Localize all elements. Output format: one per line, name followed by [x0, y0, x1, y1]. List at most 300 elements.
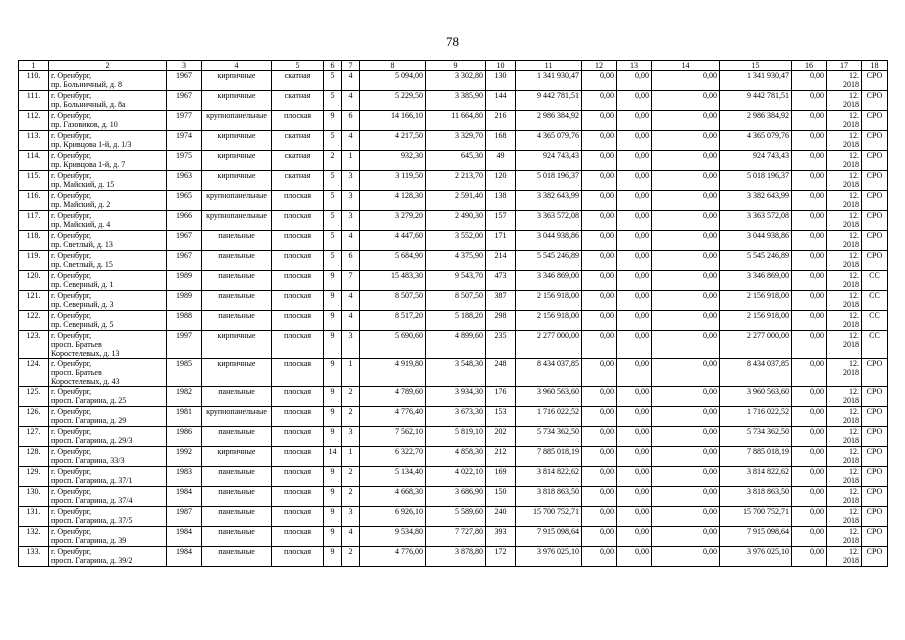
entrances-cell: 2 [342, 487, 360, 507]
living-area-cell: 8 507,50 [426, 291, 486, 311]
address-cell [49, 527, 167, 547]
row-number-cell: 131. [19, 507, 49, 527]
address-line: г. Оренбург, [51, 111, 92, 120]
build-year-cell: 1992 [167, 447, 202, 467]
address-line: просп. Гагарина, д. 37/1 [51, 476, 133, 485]
cost-col-16-cell: 0,00 [792, 171, 827, 191]
column-number-row [19, 61, 888, 71]
repair-term-line: 2018 [843, 200, 859, 209]
cost-col-12-cell: 0,00 [582, 527, 617, 547]
repair-term-cell [827, 271, 862, 291]
cost-col-13-cell: 0,00 [617, 71, 652, 91]
cost-col-13-cell: 0,00 [617, 387, 652, 407]
residents-cell: 298 [486, 311, 516, 331]
living-area-cell: 11 664,80 [426, 111, 486, 131]
build-year-cell: 1967 [167, 251, 202, 271]
address-cell [49, 151, 167, 171]
address-line: пр. Майский, д. 4 [51, 220, 111, 229]
row-number-cell: 122. [19, 311, 49, 331]
cost-col-15-cell: 3 346 869,00 [720, 271, 792, 291]
table-row [19, 407, 888, 427]
repair-term-line: 12. [849, 211, 859, 220]
entrances-cell: 2 [342, 547, 360, 567]
table-row [19, 271, 888, 291]
floors-cell: 9 [324, 311, 342, 331]
address-line: пр. Майский, д. 15 [51, 180, 115, 189]
address-line: пр. Газовиков, д. 10 [51, 120, 118, 129]
table-row [19, 111, 888, 131]
repair-term-cell [827, 91, 862, 111]
address-line: пр. Светлый, д. 15 [51, 260, 113, 269]
row-number-cell: 118. [19, 231, 49, 251]
wall-material-cell: кирпичные [202, 151, 272, 171]
cost-col-15-cell: 8 434 037,85 [720, 359, 792, 387]
address-line: г. Оренбург, [51, 151, 92, 160]
column-number-4: 4 [202, 61, 272, 71]
entrances-cell: 6 [342, 111, 360, 131]
floors-cell: 5 [324, 71, 342, 91]
floors-cell: 9 [324, 111, 342, 131]
cost-col-12-cell: 0,00 [582, 547, 617, 567]
repair-term-line: 2018 [843, 180, 859, 189]
living-area-cell: 2 490,30 [426, 211, 486, 231]
fund-type-cell: СРО [862, 191, 888, 211]
column-number-1: 1 [19, 61, 49, 71]
cost-col-14-cell: 0,00 [652, 71, 720, 91]
residents-cell: 172 [486, 547, 516, 567]
residents-cell: 212 [486, 447, 516, 467]
table-row [19, 171, 888, 191]
address-cell [49, 211, 167, 231]
residents-cell: 393 [486, 527, 516, 547]
entrances-cell: 2 [342, 407, 360, 427]
entrances-cell: 3 [342, 191, 360, 211]
cost-col-12-cell: 0,00 [582, 467, 617, 487]
residents-cell: 130 [486, 71, 516, 91]
repair-cost-cell: 3 814 822,62 [516, 467, 582, 487]
column-number-16: 16 [792, 61, 827, 71]
column-number-15: 15 [720, 61, 792, 71]
cost-col-13-cell: 0,00 [617, 507, 652, 527]
column-number-3: 3 [167, 61, 202, 71]
address-line: г. Оренбург, [51, 91, 92, 100]
fund-type-cell: СРО [862, 467, 888, 487]
repair-term-line: 2018 [843, 436, 859, 445]
row-number-cell: 114. [19, 151, 49, 171]
address-line: г. Оренбург, [51, 191, 92, 200]
cost-col-13-cell: 0,00 [617, 359, 652, 387]
roof-type-cell: плоская [272, 487, 324, 507]
floors-cell: 5 [324, 251, 342, 271]
fund-type-cell: СРО [862, 211, 888, 231]
address-cell [49, 547, 167, 567]
cost-col-15-cell: 924 743,43 [720, 151, 792, 171]
repair-term-line: 12. [849, 359, 859, 368]
cost-col-16-cell: 0,00 [792, 311, 827, 331]
wall-material-cell: крупнопанельные [202, 211, 272, 231]
cost-col-15-cell: 4 365 079,76 [720, 131, 792, 151]
row-number-cell: 121. [19, 291, 49, 311]
repair-term-cell [827, 291, 862, 311]
repair-term-line: 12. [849, 387, 859, 396]
repair-term-line: 2018 [843, 100, 859, 109]
address-cell [49, 251, 167, 271]
cost-col-14-cell: 0,00 [652, 387, 720, 407]
repair-term-cell [827, 487, 862, 507]
cost-col-16-cell: 0,00 [792, 71, 827, 91]
wall-material-cell: панельные [202, 387, 272, 407]
repair-term-line: 12. [849, 191, 859, 200]
cost-col-14-cell: 0,00 [652, 131, 720, 151]
cost-col-12-cell: 0,00 [582, 131, 617, 151]
build-year-cell: 1982 [167, 387, 202, 407]
table-row [19, 487, 888, 507]
total-area-cell: 3 279,20 [360, 211, 426, 231]
repair-term-cell [827, 331, 862, 359]
floors-cell: 9 [324, 271, 342, 291]
table-row [19, 527, 888, 547]
cost-col-15-cell: 3 976 025,10 [720, 547, 792, 567]
cost-col-15-cell: 3 814 822,62 [720, 467, 792, 487]
repair-term-cell [827, 507, 862, 527]
roof-type-cell: плоская [272, 447, 324, 467]
cost-col-12-cell: 0,00 [582, 507, 617, 527]
living-area-cell: 5 188,20 [426, 311, 486, 331]
table-row [19, 547, 888, 567]
address-cell [49, 271, 167, 291]
column-number-14: 14 [652, 61, 720, 71]
address-line: просп. Гагарина, д. 37/5 [51, 516, 133, 525]
cost-col-12-cell: 0,00 [582, 407, 617, 427]
build-year-cell: 1975 [167, 151, 202, 171]
residents-cell: 202 [486, 427, 516, 447]
build-year-cell: 1965 [167, 191, 202, 211]
floors-cell: 9 [324, 547, 342, 567]
cost-col-14-cell: 0,00 [652, 211, 720, 231]
cost-col-15-cell: 1 716 022,52 [720, 407, 792, 427]
fund-type-cell: СРО [862, 131, 888, 151]
cost-col-16-cell: 0,00 [792, 467, 827, 487]
address-cell [49, 387, 167, 407]
repair-cost-cell: 924 743,43 [516, 151, 582, 171]
wall-material-cell: панельные [202, 487, 272, 507]
repair-term-cell [827, 111, 862, 131]
cost-col-12-cell: 0,00 [582, 211, 617, 231]
address-cell [49, 111, 167, 131]
fund-type-cell: СРО [862, 447, 888, 467]
cost-col-13-cell: 0,00 [617, 191, 652, 211]
cost-col-12-cell: 0,00 [582, 427, 617, 447]
repair-term-line: 2018 [843, 556, 859, 565]
fund-type-cell: СРО [862, 151, 888, 171]
column-number-2: 2 [49, 61, 167, 71]
total-area-cell: 5 229,50 [360, 91, 426, 111]
cost-col-12-cell: 0,00 [582, 171, 617, 191]
build-year-cell: 1967 [167, 231, 202, 251]
repair-term-cell [827, 311, 862, 331]
total-area-cell: 6 926,10 [360, 507, 426, 527]
cost-col-14-cell: 0,00 [652, 231, 720, 251]
fund-type-cell: СРО [862, 71, 888, 91]
entrances-cell: 3 [342, 507, 360, 527]
total-area-cell: 932,30 [360, 151, 426, 171]
roof-type-cell: скатная [272, 151, 324, 171]
repair-term-line: 2018 [843, 140, 859, 149]
entrances-cell: 4 [342, 131, 360, 151]
cost-col-16-cell: 0,00 [792, 387, 827, 407]
build-year-cell: 1974 [167, 131, 202, 151]
address-line: г. Оренбург, [51, 71, 92, 80]
repair-term-cell [827, 191, 862, 211]
fund-type-cell: СРО [862, 507, 888, 527]
floors-cell: 5 [324, 211, 342, 231]
address-line: г. Оренбург, [51, 131, 92, 140]
cost-col-12-cell: 0,00 [582, 151, 617, 171]
total-area-cell: 4 776,40 [360, 407, 426, 427]
entrances-cell: 1 [342, 447, 360, 467]
fund-type-cell: СРО [862, 359, 888, 387]
cost-col-12-cell: 0,00 [582, 251, 617, 271]
address-line: просп. Братьев [51, 368, 102, 377]
entrances-cell: 3 [342, 171, 360, 191]
address-line: г. Оренбург, [51, 211, 92, 220]
repair-cost-cell: 7 885 018,19 [516, 447, 582, 467]
roof-type-cell: плоская [272, 507, 324, 527]
repair-term-line: 2018 [843, 240, 859, 249]
repair-term-line: 12. [849, 311, 859, 320]
cost-col-14-cell: 0,00 [652, 171, 720, 191]
repair-term-line: 2018 [843, 476, 859, 485]
cost-col-14-cell: 0,00 [652, 547, 720, 567]
cost-col-12-cell: 0,00 [582, 111, 617, 131]
repair-term-cell [827, 251, 862, 271]
address-cell [49, 487, 167, 507]
wall-material-cell: кирпичные [202, 91, 272, 111]
wall-material-cell: крупнопанельные [202, 111, 272, 131]
repair-term-line: 12. [849, 467, 859, 476]
address-line: пр. Северный, д. 3 [51, 300, 114, 309]
address-line: г. Оренбург, [51, 231, 92, 240]
cost-col-12-cell: 0,00 [582, 271, 617, 291]
entrances-cell: 4 [342, 71, 360, 91]
build-year-cell: 1967 [167, 71, 202, 91]
address-line: г. Оренбург, [51, 359, 92, 368]
table-row [19, 91, 888, 111]
repair-term-cell [827, 447, 862, 467]
build-year-cell: 1963 [167, 171, 202, 191]
address-line: г. Оренбург, [51, 427, 92, 436]
column-number-17: 17 [827, 61, 862, 71]
repair-term-line: 12. [849, 407, 859, 416]
address-cell [49, 507, 167, 527]
cost-col-16-cell: 0,00 [792, 111, 827, 131]
address-cell [49, 191, 167, 211]
living-area-cell: 3 329,70 [426, 131, 486, 151]
address-cell [49, 131, 167, 151]
fund-type-cell: СРО [862, 231, 888, 251]
total-area-cell: 9 534,80 [360, 527, 426, 547]
residents-cell: 169 [486, 467, 516, 487]
cost-col-15-cell: 3 382 643,99 [720, 191, 792, 211]
fund-type-cell: СРО [862, 547, 888, 567]
address-line: просп. Гагарина, д. 25 [51, 396, 127, 405]
living-area-cell: 3 686,90 [426, 487, 486, 507]
repair-cost-cell: 1 341 930,47 [516, 71, 582, 91]
total-area-cell: 15 483,30 [360, 271, 426, 291]
cost-col-16-cell: 0,00 [792, 211, 827, 231]
roof-type-cell: плоская [272, 427, 324, 447]
address-line: г. Оренбург, [51, 311, 92, 320]
address-line: просп. Гагарина, д. 37/4 [51, 496, 133, 505]
entrances-cell: 4 [342, 231, 360, 251]
fund-type-cell: СРО [862, 527, 888, 547]
cost-col-14-cell: 0,00 [652, 251, 720, 271]
floors-cell: 9 [324, 387, 342, 407]
repair-term-cell [827, 387, 862, 407]
cost-col-15-cell: 2 986 384,92 [720, 111, 792, 131]
entrances-cell: 4 [342, 527, 360, 547]
total-area-cell: 5 094,00 [360, 71, 426, 91]
floors-cell: 9 [324, 359, 342, 387]
repair-term-line: 2018 [843, 260, 859, 269]
wall-material-cell: панельные [202, 251, 272, 271]
cost-col-16-cell: 0,00 [792, 271, 827, 291]
cost-col-13-cell: 0,00 [617, 131, 652, 151]
address-cell [49, 427, 167, 447]
entrances-cell: 1 [342, 359, 360, 387]
wall-material-cell: панельные [202, 527, 272, 547]
repair-term-line: 12. [849, 251, 859, 260]
roof-type-cell: скатная [272, 131, 324, 151]
roof-type-cell: плоская [272, 291, 324, 311]
row-number-cell: 117. [19, 211, 49, 231]
residents-cell: 176 [486, 387, 516, 407]
repair-term-cell [827, 71, 862, 91]
cost-col-13-cell: 0,00 [617, 111, 652, 131]
total-area-cell: 5 684,90 [360, 251, 426, 271]
living-area-cell: 2 213,70 [426, 171, 486, 191]
cost-col-13-cell: 0,00 [617, 527, 652, 547]
cost-col-14-cell: 0,00 [652, 291, 720, 311]
cost-col-13-cell: 0,00 [617, 151, 652, 171]
table-row [19, 131, 888, 151]
entrances-cell: 7 [342, 271, 360, 291]
roof-type-cell: плоская [272, 271, 324, 291]
residents-cell: 168 [486, 131, 516, 151]
living-area-cell: 9 543,70 [426, 271, 486, 291]
total-area-cell: 8 507,50 [360, 291, 426, 311]
floors-cell: 9 [324, 507, 342, 527]
repair-term-line: 2018 [843, 300, 859, 309]
repair-term-line: 12. [849, 71, 859, 80]
living-area-cell: 3 302,80 [426, 71, 486, 91]
roof-type-cell: плоская [272, 527, 324, 547]
residents-cell: 49 [486, 151, 516, 171]
table-row [19, 427, 888, 447]
total-area-cell: 4 128,30 [360, 191, 426, 211]
cost-col-16-cell: 0,00 [792, 331, 827, 359]
cost-col-13-cell: 0,00 [617, 211, 652, 231]
repair-term-line: 2018 [843, 496, 859, 505]
cost-col-12-cell: 0,00 [582, 387, 617, 407]
roof-type-cell: плоская [272, 251, 324, 271]
residents-cell: 240 [486, 507, 516, 527]
residents-cell: 214 [486, 251, 516, 271]
cost-col-15-cell: 15 700 752,71 [720, 507, 792, 527]
roof-type-cell: плоская [272, 359, 324, 387]
address-cell [49, 331, 167, 359]
floors-cell: 9 [324, 427, 342, 447]
repair-cost-cell: 3 960 563,60 [516, 387, 582, 407]
entrances-cell: 6 [342, 251, 360, 271]
page-number: 78 [446, 34, 459, 49]
roof-type-cell: плоская [272, 211, 324, 231]
repair-cost-cell: 4 365 079,76 [516, 131, 582, 151]
repair-term-line: 12. [849, 487, 859, 496]
row-number-cell: 127. [19, 427, 49, 447]
address-line: г. Оренбург, [51, 251, 92, 260]
cost-col-12-cell: 0,00 [582, 91, 617, 111]
wall-material-cell: кирпичные [202, 131, 272, 151]
table-row [19, 387, 888, 407]
living-area-cell: 4 375,90 [426, 251, 486, 271]
wall-material-cell: панельные [202, 547, 272, 567]
entrances-cell: 2 [342, 387, 360, 407]
repair-cost-cell: 3 976 025,10 [516, 547, 582, 567]
repair-term-cell [827, 131, 862, 151]
fund-type-cell: СС [862, 271, 888, 291]
living-area-cell: 2 591,40 [426, 191, 486, 211]
roof-type-cell: плоская [272, 231, 324, 251]
wall-material-cell: панельные [202, 231, 272, 251]
cost-col-14-cell: 0,00 [652, 527, 720, 547]
residents-cell: 157 [486, 211, 516, 231]
address-line: пр. Северный, д. 5 [51, 320, 114, 329]
cost-col-13-cell: 0,00 [617, 331, 652, 359]
table-row [19, 311, 888, 331]
address-line: г. Оренбург, [51, 447, 92, 456]
total-area-cell: 14 166,10 [360, 111, 426, 131]
repair-term-line: 2018 [843, 368, 859, 377]
residents-cell: 235 [486, 331, 516, 359]
cost-col-13-cell: 0,00 [617, 171, 652, 191]
cost-col-16-cell: 0,00 [792, 191, 827, 211]
repair-cost-cell: 3 363 572,08 [516, 211, 582, 231]
cost-col-15-cell: 5 734 362,50 [720, 427, 792, 447]
living-area-cell: 5 819,10 [426, 427, 486, 447]
address-line: г. Оренбург, [51, 507, 92, 516]
build-year-cell: 1988 [167, 311, 202, 331]
living-area-cell: 3 878,80 [426, 547, 486, 567]
total-area-cell: 4 789,60 [360, 387, 426, 407]
cost-col-15-cell: 2 156 918,00 [720, 311, 792, 331]
wall-material-cell: кирпичные [202, 71, 272, 91]
column-number-5: 5 [272, 61, 324, 71]
cost-col-16-cell: 0,00 [792, 527, 827, 547]
build-year-cell: 1981 [167, 407, 202, 427]
living-area-cell: 3 673,30 [426, 407, 486, 427]
column-number-9: 9 [426, 61, 486, 71]
row-number-cell: 130. [19, 487, 49, 507]
total-area-cell: 4 919,80 [360, 359, 426, 387]
build-year-cell: 1983 [167, 467, 202, 487]
build-year-cell: 1984 [167, 547, 202, 567]
row-number-cell: 111. [19, 91, 49, 111]
roof-type-cell: скатная [272, 71, 324, 91]
roof-type-cell: скатная [272, 91, 324, 111]
address-line: просп. Гагарина, д. 39 [51, 536, 127, 545]
cost-col-12-cell: 0,00 [582, 291, 617, 311]
